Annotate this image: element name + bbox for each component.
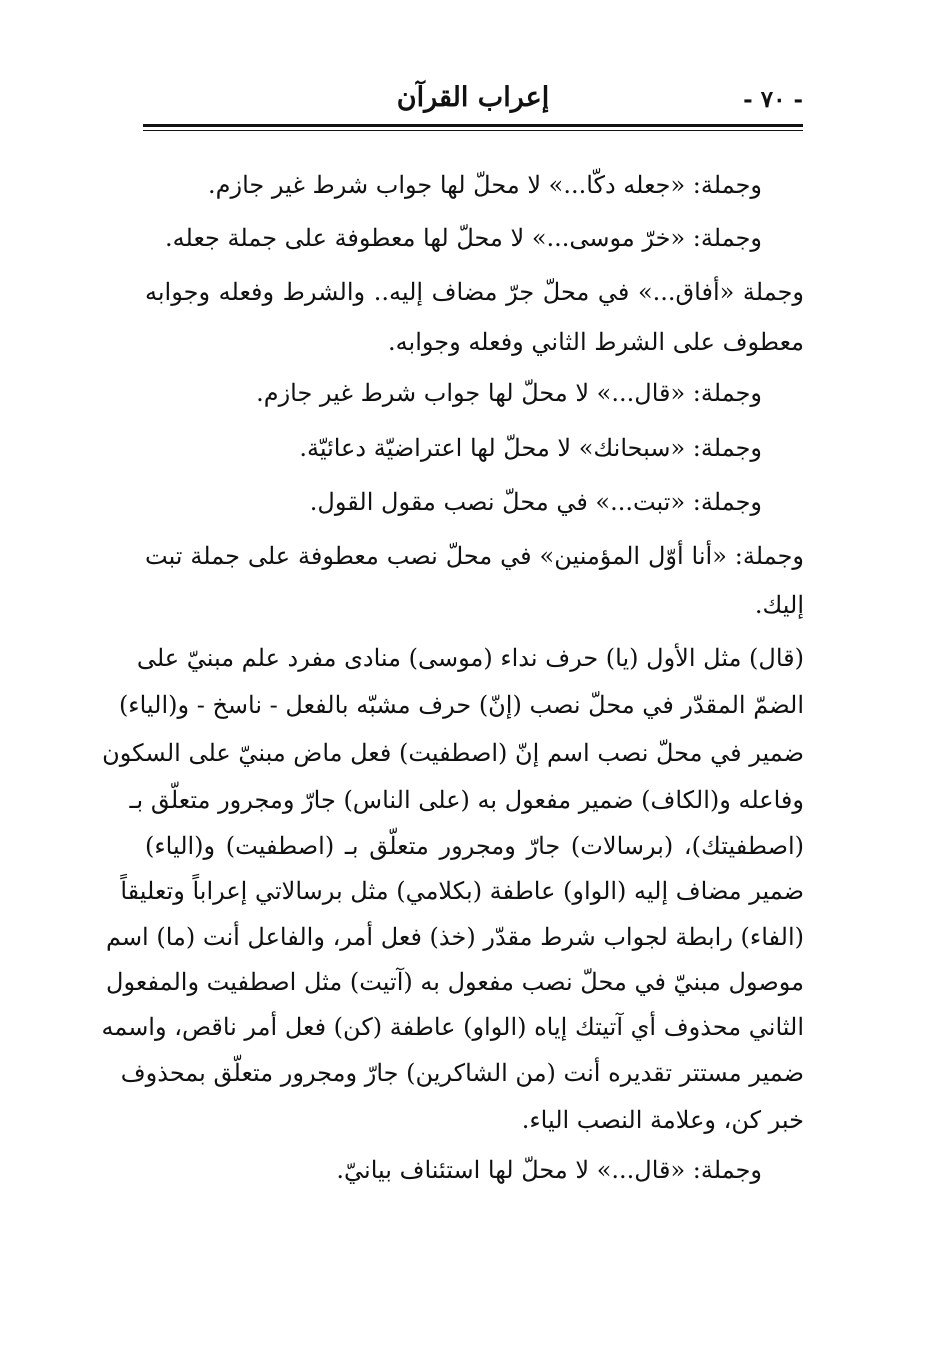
page-header [143, 72, 803, 122]
text-line: إليك. [754, 591, 804, 619]
text-line: معطوف على الشرط الثاني وفعله وجوابه. [388, 328, 804, 356]
text-line: وجملة: «خرّ موسى...» لا محلّ لها معطوفة على جملة جعله. [165, 224, 762, 252]
text-line: وجملة: «تبت...» في محلّ نصب مقول القول. [309, 488, 762, 516]
book-title: إعراب القرآن [396, 82, 550, 113]
text-line: الثاني محذوف أي آتيتك إياه (الواو) عاطفة (كن) فعل أمر ناقص، واسمه [101, 1013, 804, 1041]
text-line: وفاعله و(الكاف) ضمير مفعول به (على الناس) جارّ ومجرور متعلّق بـ [129, 786, 804, 814]
page-number: - ٧٠ - [743, 86, 803, 113]
text-line: (الفاء) رابطة لجواب شرط مقدّر (خذ) فعل أمر، والفاعل أنت (ما) اسم [105, 923, 804, 951]
text-line: (قال) مثل الأول (يا) حرف نداء (موسى) منادى مفرد علم مبنيّ على [136, 644, 804, 672]
header-rule-thin [143, 130, 803, 131]
text-line: ضمير في محلّ نصب اسم إنّ (اصطفيت) فعل ماض مبنيّ على السكون [102, 739, 804, 767]
text-line: وجملة: «قال...» لا محلّ لها جواب شرط غير جازم. [256, 379, 762, 407]
text-line: ضمير مستتر تقديره أنت (من الشاكرين) جارّ ومجرور متعلّق بمحذوف [120, 1059, 804, 1087]
text-line: وجملة: «جعله دكّا...» لا محلّ لها جواب شرط غير جازم. [208, 171, 762, 199]
text-line: وجملة: «قال...» لا محلّ لها استئناف بيانيّ. [336, 1156, 762, 1184]
header-rule [143, 124, 803, 127]
text-line: ضمير مضاف إليه (الواو) عاطفة (بكلامي) مثل برسالاتي إعراباً وتعليقاً [120, 877, 804, 905]
text-line: خبر كن، وعلامة النصب الياء. [521, 1106, 804, 1134]
text-line: (اصطفيتك)، (برسالات) جارّ ومجرور متعلّق بـ (اصطفيت) و(الياء) [145, 832, 804, 860]
text-line: وجملة «أفاق...» في محلّ جرّ مضاف إليه.. والشرط وفعله وجوابه [145, 278, 804, 306]
text-line: موصول مبنيّ في محلّ نصب مفعول به (آتيت) مثل اصطفيت والمفعول [106, 968, 804, 996]
text-line: وجملة: «سبحانك» لا محلّ لها اعتراضيّة دعائيّة. [299, 434, 762, 462]
text-line: الضمّ المقدّر في محلّ نصب (إنّ) حرف مشبّه بالفعل - ناسخ - و(الياء) [118, 691, 804, 719]
text-line: وجملة: «أنا أوّل المؤمنين» في محلّ نصب معطوفة على جملة تبت [145, 542, 804, 570]
